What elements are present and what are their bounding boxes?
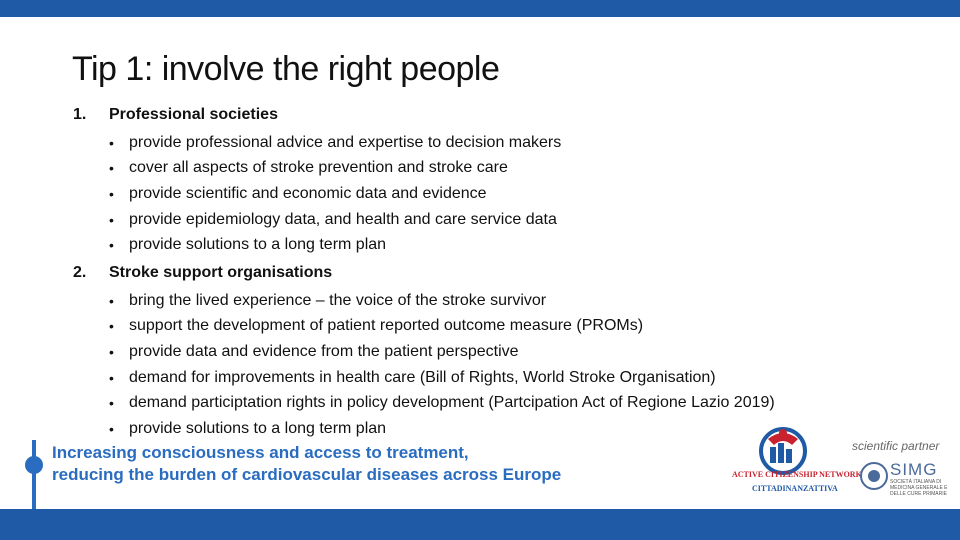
bullet-text: support the development of patient reported outcome measure (PROMs) — [129, 317, 644, 335]
bullet-marker: • — [109, 420, 114, 437]
section-stroke-support-organisations — [73, 264, 775, 442]
footer-accent-dot — [25, 456, 43, 474]
bullet-list — [73, 288, 775, 442]
bullet-text: bring the lived experience – the voice of the stroke survivor — [129, 291, 547, 309]
bullet-text: demand for improvements in health care (Bill of Rights, World Stroke Organisation) — [129, 368, 716, 386]
bullet-text: provide professional advice and expertise to decision makers — [129, 133, 562, 151]
bullet-list — [73, 130, 561, 258]
bullet-text: provide epidemiology data, and health and care service data — [129, 210, 557, 228]
section-header — [73, 106, 561, 130]
bullet-marker: • — [109, 343, 114, 360]
bullet-text: provide solutions to a long term plan — [129, 419, 387, 437]
footer-tagline — [52, 442, 561, 486]
list-item — [109, 156, 561, 182]
list-item — [109, 232, 561, 258]
bullet-marker: • — [109, 185, 114, 202]
simg-name: SIMG — [890, 460, 938, 479]
top-banner-bar — [0, 0, 960, 17]
list-item — [109, 314, 775, 340]
bullet-text: provide solutions to a long term plan — [129, 236, 387, 254]
bullet-marker: • — [109, 237, 114, 254]
list-item — [109, 130, 561, 156]
section-number: 2. — [73, 264, 87, 281]
list-item — [109, 288, 775, 314]
section-number: 1. — [73, 106, 87, 123]
bullet-marker: • — [109, 292, 114, 309]
bottom-banner-bar — [0, 509, 960, 540]
bullet-marker: • — [109, 211, 114, 228]
section-heading: Professional societies — [109, 106, 278, 123]
list-item — [109, 365, 775, 391]
slide-title: Tip 1: involve the right people — [72, 50, 500, 88]
scientific-partner-label: scientific partner — [852, 439, 940, 453]
bullet-marker: • — [109, 160, 114, 177]
bullet-text: provide data and evidence from the patient perspective — [129, 342, 519, 360]
bullet-marker: • — [109, 318, 114, 335]
section-header — [73, 264, 775, 288]
section-professional-societies — [73, 106, 561, 258]
acn-name: ACTIVE CITIZENSHIP NETWORK — [732, 470, 862, 479]
footer-tagline-line2: reducing the burden of cardiovascular diseases across Europe — [52, 465, 562, 484]
footer-accent-line — [32, 440, 36, 509]
bullet-marker: • — [109, 369, 114, 386]
bullet-text: provide scientific and economic data and evidence — [129, 184, 487, 202]
list-item — [109, 416, 775, 442]
list-item — [109, 181, 561, 207]
bullet-marker: • — [109, 395, 114, 412]
bullet-text: demand participtation rights in policy development (Partcipation Act of Regione Lazio 2019) — [129, 394, 775, 412]
section-heading: Stroke support organisations — [109, 264, 333, 281]
bullet-marker: • — [109, 134, 114, 151]
footer-tagline-line1: Increasing consciousness and access to treatment, — [52, 443, 469, 462]
list-item — [109, 207, 561, 233]
list-item — [109, 390, 775, 416]
simg-subtitle: SOCIETÀ ITALIANA DI MEDICINA GENERALE E DELLE CURE PRIMARIE — [890, 479, 948, 497]
acn-subname: CITTADINANZATTIVA — [752, 484, 838, 493]
bullet-text: cover all aspects of stroke prevention and stroke care — [129, 159, 508, 177]
list-item — [109, 339, 775, 365]
